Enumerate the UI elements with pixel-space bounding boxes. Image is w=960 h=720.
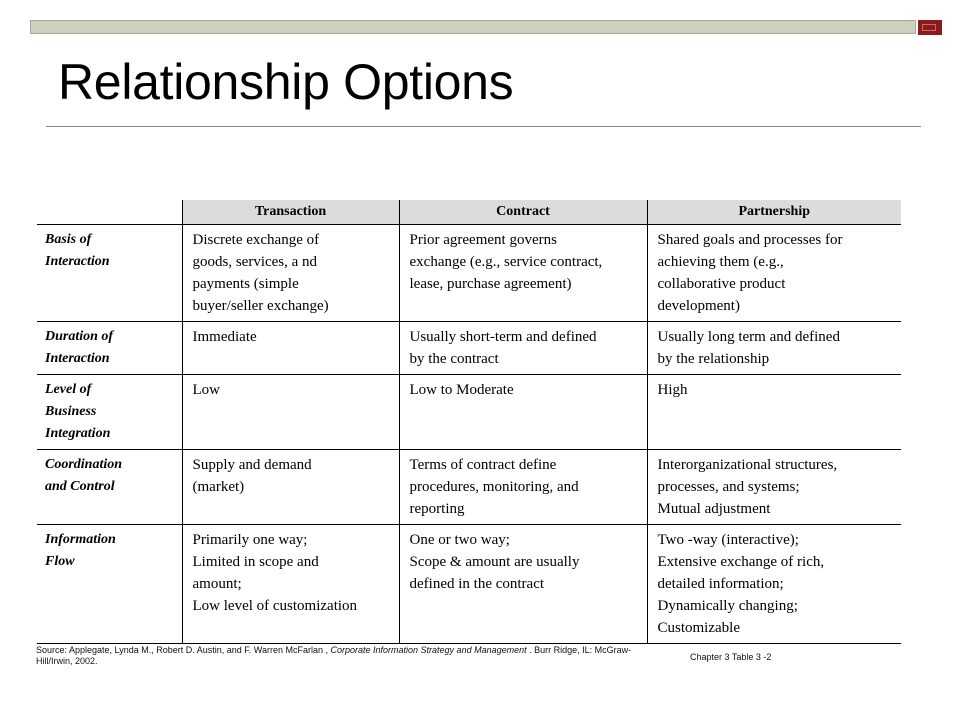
row-header <box>37 322 182 375</box>
table-cell <box>647 225 901 322</box>
table-cell <box>182 450 399 525</box>
title-divider <box>46 126 921 127</box>
table-body <box>37 225 901 644</box>
table-row <box>37 322 901 375</box>
cell-line: amount; <box>192 576 242 592</box>
source-citation <box>36 645 656 667</box>
cell-line: defined in the contract <box>409 576 545 592</box>
cell-line: lease, purchase agreement) <box>409 276 572 292</box>
top-accent-bar <box>30 20 916 34</box>
cell-line: Low to Moderate <box>409 382 514 398</box>
column-header-transaction: Transaction <box>182 200 399 225</box>
cell-line: One or two way; <box>409 532 510 548</box>
row-header-line: Coordination <box>45 457 123 472</box>
row-header <box>37 525 182 644</box>
cell-line: Supply and demand <box>192 457 312 473</box>
cell-line: Terms of contract define <box>409 457 557 473</box>
cell-line: Prior agreement governs <box>409 232 557 248</box>
source-prefix: Source: Applegate, Lynda M., Robert D. Austin, and F. Warren McFarlan , <box>36 645 328 655</box>
cell-line: Discrete exchange of <box>192 232 320 248</box>
row-header-line: Information <box>45 532 116 547</box>
cell-line: Shared goals and processes for <box>657 232 843 248</box>
row-header-line: and Control <box>45 479 115 494</box>
table-cell <box>399 450 647 525</box>
table-cell <box>399 375 647 450</box>
table-cell <box>399 225 647 322</box>
cell-line: detailed information; <box>657 576 784 592</box>
cell-line: payments (simple <box>192 276 299 292</box>
row-header <box>37 375 182 450</box>
table-row <box>37 450 901 525</box>
row-header-line: Interaction <box>45 254 110 269</box>
cell-line: Mutual adjustment <box>657 501 771 517</box>
table-cell <box>647 450 901 525</box>
row-header-line: Interaction <box>45 351 110 366</box>
table-cell <box>182 525 399 644</box>
row-header-line: Duration of <box>45 329 114 344</box>
cell-line: development) <box>657 298 740 314</box>
table-cell <box>647 375 901 450</box>
cell-line: Usually long term and defined <box>657 329 840 345</box>
cell-line: Immediate <box>192 329 257 345</box>
table-cell <box>647 525 901 644</box>
row-header <box>37 225 182 322</box>
cell-line: by the contract <box>409 351 499 367</box>
table-header-row <box>37 200 901 225</box>
cell-line: reporting <box>409 501 465 517</box>
cell-line: Dynamically changing; <box>657 598 798 614</box>
row-header-line: Basis of <box>45 232 92 247</box>
chapter-reference: Chapter 3 Table 3 -2 <box>690 652 772 662</box>
cell-line: Limited in scope and <box>192 554 319 570</box>
row-header-line: Flow <box>45 554 75 569</box>
source-book-title: Corporate Information Strategy and Management <box>330 645 527 655</box>
cell-line: Interorganizational structures, <box>657 457 838 473</box>
source-suffix: . Burr Ridge, IL: McGraw-Hill/Irwin, 2002. <box>36 645 632 666</box>
table-corner-cell <box>37 200 182 225</box>
cell-line: Scope & amount are usually <box>409 554 580 570</box>
table-cell <box>182 322 399 375</box>
table-row <box>37 525 901 644</box>
cell-line: exchange (e.g., service contract, <box>409 254 603 270</box>
table-row <box>37 375 901 450</box>
cell-line: by the relationship <box>657 351 770 367</box>
column-header-partnership: Partnership <box>647 200 901 225</box>
cell-line: Extensive exchange of rich, <box>657 554 825 570</box>
table-cell <box>182 225 399 322</box>
row-header <box>37 450 182 525</box>
cell-line: goods, services, a nd <box>192 254 318 270</box>
cell-line: Primarily one way; <box>192 532 308 548</box>
column-header-contract: Contract <box>399 200 647 225</box>
table-cell <box>399 322 647 375</box>
table-row <box>37 225 901 322</box>
row-header-line: Level of <box>45 382 92 397</box>
cell-line: achieving them (e.g., <box>657 254 784 270</box>
cell-line: Low <box>192 382 220 398</box>
cell-line: collaborative product <box>657 276 786 292</box>
relationship-options-table <box>37 200 901 644</box>
cell-line: (market) <box>192 479 245 495</box>
cell-line: Customizable <box>657 620 740 636</box>
cell-line: Low level of customization <box>192 598 358 614</box>
cell-line: procedures, monitoring, and <box>409 479 579 495</box>
table-cell <box>647 322 901 375</box>
row-header-line: Business <box>45 404 97 419</box>
slide-title: Relationship Options <box>58 54 514 110</box>
cell-line: Usually short-term and defined <box>409 329 597 345</box>
row-header-line: Integration <box>45 426 111 441</box>
cell-line: Two -way (interactive); <box>657 532 799 548</box>
top-accent-square-inner <box>922 24 936 31</box>
cell-line: buyer/seller exchange) <box>192 298 329 314</box>
cell-line: processes, and systems; <box>657 479 800 495</box>
cell-line: High <box>657 382 688 398</box>
table-cell <box>399 525 647 644</box>
table-cell <box>182 375 399 450</box>
